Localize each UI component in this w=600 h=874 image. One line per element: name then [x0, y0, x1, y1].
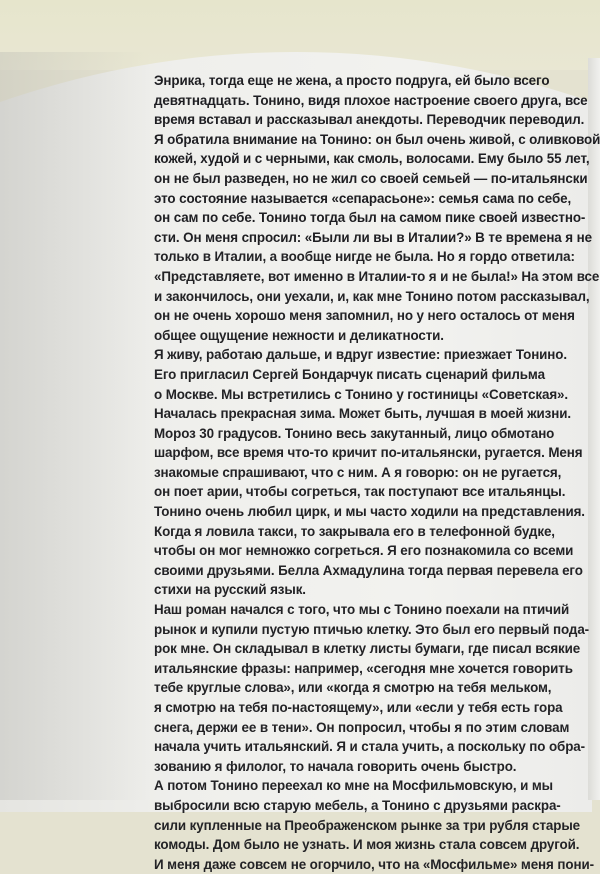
text-line: время вставал и рассказывал анекдоты. Переводчик переводил. [154, 112, 585, 128]
text-line: И меня даже совсем не огорчило, что на «Мосфильме» меня пони- [154, 856, 594, 872]
text-line: сти. Он меня спросил: «Были ли вы в Италии?» В те времена я не [154, 229, 592, 245]
text-line: Энрика, тогда еще не жена, а просто подруга, ей было всего [154, 73, 550, 88]
text-line: стихи на русский язык. [154, 582, 306, 598]
text-line: своими друзьями. Белла Ахмадулина тогда первая перевела его [154, 562, 583, 578]
text-line: Тонино очень любил цирк, и мы часто ходили на представления. [154, 504, 585, 520]
text-line: комоды. Дом было не узнать. И моя жизнь стала совсем другой. [154, 837, 580, 853]
text-line: рынок и купили пустую птичью клетку. Это был его первый пода- [154, 621, 590, 637]
text-line: Наш роман начался с того, что мы с Тонино поехали на птичий [154, 602, 570, 618]
text-line: он не был разведен, но не жил со своей семьей — по-итальянски [154, 170, 588, 186]
text-line: я смотрю на тебя по-настоящему», или «если у тебя есть гора [154, 700, 563, 715]
text-line: тебе круглые слова», или «когда я смотрю на тебя мельком, [154, 680, 552, 696]
text-line: общее ощущение нежности и деликатности. [154, 327, 444, 343]
text-line: и закончилось, они уехали, и, как мне Тонино потом рассказывал, [154, 288, 590, 304]
text-line: Я обратила внимание на Тонино: он был очень живой, с оливковой [154, 131, 600, 147]
text-line: зованию я филолог, то начала говорить очень быстро. [154, 758, 517, 774]
text-line: А потом Тонино переехал ко мне на Мосфильмовскую, и мы [154, 778, 554, 794]
text-line: знакомые спрашивают, что с ним. А я говорю: он не ругается, [154, 464, 562, 480]
text-line: Я живу, работаю дальше, и вдруг известие: приезжает Тонино. [154, 347, 568, 363]
text-line: Началась прекрасная зима. Может быть, лучшая в моей жизни. [154, 406, 571, 422]
text-line: выбросили всю старую мебель, а Тонино с друзьями раскра- [154, 797, 561, 813]
text-line: девятнадцать. Тонино, видя плохое настроение своего друга, все [154, 92, 588, 108]
text-line: он поет арии, чтобы согреться, так поступают все итальянцы. [154, 484, 566, 500]
text-line: о Москве. Мы встретились с Тонино у гостиницы «Советская». [154, 386, 569, 402]
text-line: он не очень хорошо меня запомнил, но у него осталось от меня [154, 308, 575, 324]
page-shadow [0, 52, 150, 800]
text-line: он сам по себе. Тонино тогда был на самом пике своей известно- [154, 210, 586, 226]
text-line: это состояние называется «сепарасьоне»: семья сама по себе, [154, 190, 572, 206]
text-line: чтобы он мог немножко согреться. Я его познакомила со всеми [154, 543, 574, 559]
text-line: Мороз 30 градусов. Тонино весь закутанный, лицо обмотано [154, 425, 555, 441]
text-line: рок мне. Он складывал в клетку листы бумаги, где писал всякие [154, 641, 581, 657]
text-line: «Представляете, вот именно в Италии-то я и не была!» На этом все [154, 268, 600, 284]
text-line: снега, держи ее в тени». Он попросил, чтобы я по этим словам [154, 719, 570, 735]
text-line: шарфом, все время что-то кричит по-итальянски, ругается. Меня [154, 445, 583, 461]
text-line: сили купленные на Преображенском рынке за три рубля старые [154, 817, 581, 833]
body-text [154, 71, 600, 874]
text-line: Когда я ловила такси, то закрывала его в телефонной будке, [154, 523, 555, 539]
text-line: итальянские фразы: например, «сегодня мне хочется говорить [154, 660, 573, 676]
text-line: начала учить итальянский. Я и стала учить, а поскольку по обра- [154, 739, 586, 755]
text-line: только в Италии, а вообще нигде не была. Но я гордо ответила: [154, 249, 575, 265]
text-line: Его пригласил Сергей Бондарчук писать сценарий фильма [154, 366, 545, 382]
text-line: кожей, худой и с черными, как смоль, волосами. Ему было 55 лет, [154, 151, 590, 167]
